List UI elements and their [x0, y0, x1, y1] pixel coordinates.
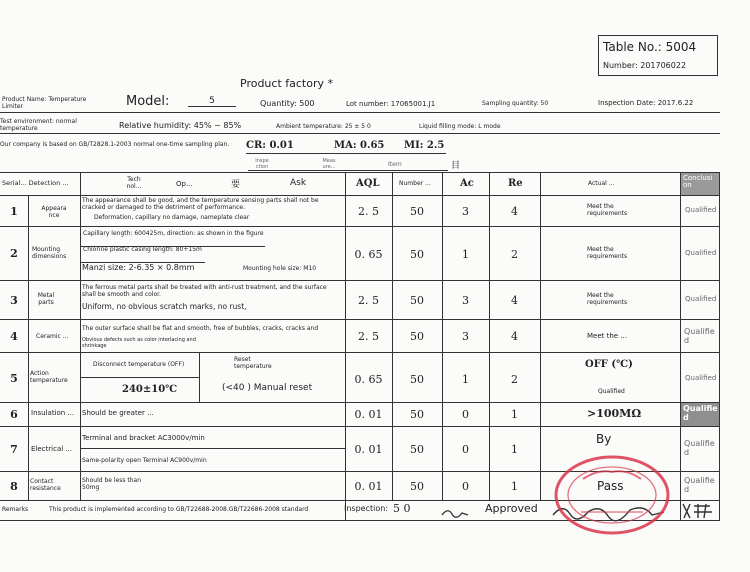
header-ac: Ac	[460, 178, 474, 189]
row3-req1: The ferrous metal parts shall be treated with anti-rust treatment, and the surface shall be smooth and color.	[82, 284, 327, 298]
header-op: Op...	[176, 180, 193, 188]
mi-value: MI: 2.5	[404, 140, 445, 151]
small-item-cn: 目	[451, 161, 461, 171]
remarks-text: This product is implemented according to GB/T22688-2008.GB/T22686-2008 standard	[49, 506, 309, 513]
row2-actual: Meet the requirements	[587, 246, 628, 260]
row2-ac: 1	[462, 248, 469, 261]
row5-conclusion: Qualified	[685, 374, 717, 382]
row8-re: 1	[511, 480, 518, 493]
vline-right	[719, 172, 720, 520]
row8-actual: Pass	[597, 479, 624, 493]
small-inspection: Inspe ction	[255, 158, 269, 170]
row5-actual: OFF (℃)	[585, 359, 633, 370]
row7-number: 50	[410, 443, 424, 456]
row1-item: Appeara nce	[41, 205, 67, 219]
vline-item	[80, 172, 81, 500]
row1-ac: 3	[462, 205, 469, 218]
row6-actual: >100MΩ	[587, 407, 642, 420]
row2-conclusion: Qualified	[685, 249, 717, 257]
signature-scribble	[440, 505, 470, 519]
header-tech: Tech nol...	[126, 176, 142, 190]
box-right	[717, 35, 718, 75]
row2-req2: Chlorine plastic casing length: 80+15m	[83, 246, 202, 253]
row8-item: Contact resistance	[30, 478, 61, 492]
row3-conclusion: Qualified	[685, 295, 717, 303]
row7-ac: 0	[462, 443, 469, 456]
vline-actual	[540, 172, 541, 500]
row7-req2: Same-polarity open Terminal AC900v/min	[82, 457, 207, 464]
row6-aql: 0. 01	[354, 408, 383, 421]
vline-aql	[345, 172, 346, 520]
row6-req1: Should be greater ...	[82, 409, 154, 417]
row7-aql: 0. 01	[354, 443, 383, 456]
test-environment: Test environment: normal temperature	[0, 118, 77, 132]
row7-actual: By	[596, 432, 612, 446]
header-bottom	[0, 195, 720, 196]
row8-req1: Should be less than 50mg	[82, 477, 142, 491]
row2-req1: Capillary length: 600425m, direction: as shown in the figure	[83, 230, 264, 237]
approved-label: Approved	[485, 502, 538, 515]
row5-req1: Disconnect temperature (OFF)	[93, 361, 185, 368]
row1-serial: 1	[10, 205, 18, 218]
row7-re: 1	[511, 443, 518, 456]
row2-number: 50	[410, 248, 424, 261]
lot-number: Lot number: 17065001.J1	[346, 100, 436, 108]
row6-number: 50	[410, 408, 424, 421]
row5-serial: 5	[10, 372, 18, 385]
inspection-label: Inspection:	[344, 504, 389, 513]
row5-re: 2	[511, 373, 518, 386]
model-label: Model:	[126, 94, 170, 109]
vline-serial	[28, 195, 29, 500]
row8-ac: 0	[462, 480, 469, 493]
row1-conclusion: Qualified	[685, 206, 717, 214]
conclusion-signature	[680, 500, 718, 522]
row4-serial: 4	[10, 330, 18, 343]
row5-actual2: Qualified	[598, 388, 625, 395]
box-top	[598, 35, 718, 36]
row2-re: 2	[511, 248, 518, 261]
header-actual: Actual ...	[588, 180, 615, 187]
row5-req3: 240±10℃	[122, 384, 178, 395]
row2-req3: Manzi size: 2-6.35 × 0.8mm	[82, 263, 195, 272]
header-aql: AQL	[356, 178, 380, 189]
table-no: Table No.: 5004	[603, 40, 697, 54]
row4-req2: Obvious defects such as color interlacing and shrinkage	[82, 337, 196, 349]
row4-aql: 2. 5	[358, 330, 379, 343]
box-bottom	[598, 75, 718, 76]
row2-aql: 0. 65	[354, 248, 383, 261]
row5-aql: 0. 65	[354, 373, 383, 386]
row1-req2: Deformation, capillary no damage, nameplate clear	[94, 214, 250, 221]
row4-item: Ceramic ...	[36, 333, 69, 340]
row6-bottom	[0, 426, 720, 427]
row5-inner-line	[80, 377, 200, 378]
row4-number: 50	[410, 330, 424, 343]
header-ask: Ask	[290, 178, 307, 188]
header-number: Number ...	[399, 180, 431, 187]
row1-req1: The appearance shall be good, and the temperature sensing parts shall not be cracked or damaged to the detriment of performance.	[82, 197, 319, 211]
row4-conclusion: Qualifie d	[684, 327, 715, 345]
inspection-date: Inspection Date: 2017.6.22	[598, 99, 694, 107]
remarks-label: Remarks	[2, 506, 29, 513]
row7-inner-line	[80, 448, 345, 449]
row8-number: 50	[410, 480, 424, 493]
product-name: Product Name: Temperature Limiter	[2, 96, 87, 110]
row4-actual: Meet the ...	[587, 332, 628, 340]
row6-item: Insulation ...	[31, 409, 75, 417]
row2-req4: Mounting hole size: M10	[243, 265, 317, 272]
row3-item: Metal parts	[37, 292, 55, 306]
small-measure: Meas ure...	[322, 158, 336, 170]
row8-serial: 8	[10, 480, 18, 493]
header-re: Re	[508, 178, 523, 189]
row6-re: 1	[511, 408, 518, 421]
row3-actual: Meet the requirements	[587, 292, 628, 306]
row3-req2: Uniform, no obvious scratch marks, no rust,	[82, 302, 247, 311]
row3-re: 4	[511, 294, 518, 307]
row7-req1: Terminal and bracket AC3000v/min	[82, 434, 205, 442]
row1-number: 50	[410, 205, 424, 218]
model-value: 5	[188, 96, 236, 107]
row1-actual: Meet the requirements	[587, 203, 628, 217]
hline-aql-under	[246, 153, 446, 154]
row3-aql: 2. 5	[358, 294, 379, 307]
standard-basis: Our company is based on GB/T2828.1-2003 normal one-time sampling plan.	[0, 141, 230, 148]
row5-req2: Reset temperature	[234, 356, 272, 370]
row5-number: 50	[410, 373, 424, 386]
liquid-filling-mode: Liquid filling mode: L mode	[419, 123, 501, 130]
header-serial: Serial... Detection ...	[2, 179, 69, 187]
row6-conclusion: Qualifie d	[683, 404, 718, 422]
vline-conclusion	[680, 172, 681, 520]
cr-value: CR: 0.01	[246, 140, 294, 151]
box-left	[598, 35, 599, 75]
row2-item: Mounting dimensions	[32, 246, 67, 260]
row4-bottom	[0, 352, 720, 353]
row2-bottom	[0, 280, 720, 281]
number-field: Number: 201706022	[603, 61, 687, 70]
small-item: Item	[388, 161, 402, 168]
row4-re: 4	[511, 330, 518, 343]
row3-serial: 3	[10, 294, 18, 307]
quantity: Quantity: 500	[260, 99, 315, 108]
row5-ac: 1	[462, 373, 469, 386]
hline-info2	[0, 133, 720, 134]
row3-number: 50	[410, 294, 424, 307]
row1-aql: 2. 5	[358, 205, 379, 218]
row2-serial: 2	[10, 247, 18, 260]
row5-item: Action temperature	[30, 370, 68, 384]
row7-conclusion: Qualifie d	[684, 439, 715, 457]
ma-value: MA: 0.65	[334, 140, 385, 151]
table-top	[0, 172, 720, 173]
row1-bottom	[0, 226, 720, 227]
row3-ac: 3	[462, 294, 469, 307]
hline-info1	[0, 112, 720, 113]
inspection-stamp-icon	[553, 454, 671, 536]
row5-bottom	[0, 402, 720, 403]
hline-sub	[248, 170, 448, 171]
row5-req4: (<40 ) Manual reset	[222, 383, 313, 393]
row8-aql: 0. 01	[354, 480, 383, 493]
row6-ac: 0	[462, 408, 469, 421]
sampling-quantity: Sampling quantity: 50	[482, 100, 549, 107]
relative-humidity: Relative humidity: 45% ~ 85%	[119, 121, 242, 130]
row4-ac: 3	[462, 330, 469, 343]
company-title: Product factory *	[240, 77, 333, 90]
row8-conclusion: Qualifie d	[684, 476, 715, 494]
header-cn: 要	[231, 180, 241, 190]
row6-serial: 6	[10, 408, 18, 421]
row7-item: Electrical ...	[31, 445, 73, 453]
ambient-temperature: Ambient temperature: 25 ± 5 0	[276, 123, 371, 130]
row1-re: 4	[511, 205, 518, 218]
inspector-signature: 5 0	[393, 502, 411, 515]
row7-serial: 7	[10, 443, 18, 456]
row4-req1: The outer surface shall be flat and smooth, free of bubbles, cracks, cracks and	[82, 325, 319, 332]
header-conclusion: Conclusi on	[683, 174, 713, 189]
row3-bottom	[0, 319, 720, 320]
